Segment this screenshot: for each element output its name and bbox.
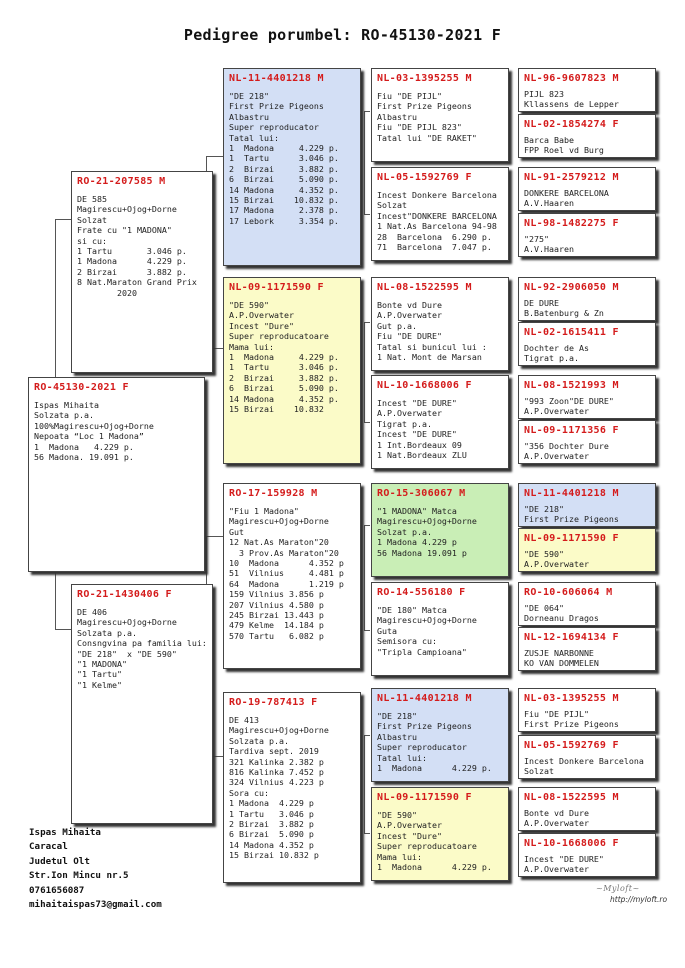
gg-grandparent-card-5 <box>518 277 656 321</box>
gg-grandparent-ring: NL-08-1522595 M <box>524 792 619 803</box>
detail-line: 14 Madona 4.352 p <box>229 839 314 850</box>
detail-line: Bonte vd Dure <box>524 808 589 818</box>
detail-line: 17 Lebork 3.354 p. <box>229 215 339 226</box>
gg-grandparent-ring: NL-02-1615411 F <box>524 327 619 338</box>
great-grandparent-details <box>377 300 503 362</box>
gg-grandparent-card-7 <box>518 375 656 419</box>
gg-grandparent-card-9 <box>518 483 656 527</box>
detail-line: 324 Vilnius 4.223 p <box>229 777 324 788</box>
detail-line: 12 Nat.As Maraton"20 <box>229 537 329 548</box>
detail-line: 17 Madona 2.378 p. <box>229 205 339 216</box>
detail-line: Ispas Mihaita <box>34 400 99 410</box>
great-grandparent-ring: RO-14-556180 F <box>377 587 466 598</box>
detail-line: "DE 590" <box>229 300 269 310</box>
detail-line: First Prize Pigeons <box>524 719 619 730</box>
grandparent-details <box>229 506 355 641</box>
detail-line: Mama lui: <box>377 851 422 862</box>
great-grandparent-card-5 <box>371 483 509 577</box>
great-grandparent-ring: NL-10-1668006 F <box>377 380 472 391</box>
owner-name: Ispas Mihaita <box>29 827 101 838</box>
gg-grandparent-ring: NL-05-1592769 F <box>524 740 619 751</box>
detail-line: Consngvina pa familia lui: <box>77 638 207 649</box>
detail-line: Tigrat p.a. <box>524 353 579 364</box>
grandparent-ring: NL-11-4401218 M <box>229 73 324 84</box>
detail-line: "DE 218" <box>377 711 417 721</box>
dam-ring: RO-21-1430406 F <box>77 589 172 600</box>
dam-card <box>71 584 213 824</box>
detail-line: 51 Vilnius 4.481 p <box>229 568 344 579</box>
sire-details <box>77 194 207 298</box>
detail-line: 1 Int.Bordeaux 09 <box>377 439 462 450</box>
grandparent-card-4 <box>223 692 361 883</box>
detail-line: A.V.Haaren <box>524 198 574 209</box>
owner-phone: 0761656087 <box>29 884 85 896</box>
detail-line: 1 Nat. Mont de Marsan <box>377 352 482 363</box>
detail-line: 1 Madona 4.229 p <box>377 537 457 548</box>
gg-grandparent-details <box>524 188 650 208</box>
detail-line: 1 Madona 4.229 p. <box>229 352 339 363</box>
detail-line: 6 Birzai 5.090 p. <box>229 383 339 394</box>
detail-line: 1 Tartu 3.046 p. <box>229 362 339 373</box>
detail-line: 56 Madona 19.091 p <box>377 547 467 558</box>
gg-grandparent-ring: NL-98-1482275 F <box>524 218 619 229</box>
sire-card <box>71 171 213 373</box>
detail-line: Mama lui: <box>229 341 274 352</box>
subject-details <box>34 400 199 462</box>
great-grandparent-ring: NL-11-4401218 M <box>377 693 472 704</box>
gg-grandparent-card-15 <box>518 787 656 831</box>
dam-details <box>77 607 207 690</box>
detail-line: Fiu "DE PIJL 823" <box>377 122 462 133</box>
detail-line: Bonte vd Dure <box>377 300 442 310</box>
detail-line: 2020 <box>77 287 137 298</box>
detail-line: Kllassens de Lepper <box>524 99 619 110</box>
great-grandparent-card-3 <box>371 277 509 371</box>
detail-line: Incest Donkere Barcelona <box>377 190 497 200</box>
detail-line: Solzat p.a. <box>377 526 432 537</box>
detail-line: B.Batenburg & Zn <box>524 308 604 319</box>
detail-line: Incest"DONKERE BARCELONA <box>377 210 497 221</box>
logo-url: http://myloft.ro <box>610 895 668 904</box>
great-grandparent-card-6 <box>371 582 509 676</box>
gg-grandparent-card-6 <box>518 322 656 366</box>
detail-line: A.P.Overwater <box>377 310 442 321</box>
detail-line: 207 Vilnius 4.580 p <box>229 599 324 610</box>
detail-line: 1 Madona 4.229 p. <box>229 143 339 154</box>
detail-line: 1 Tartu 3.046 p. <box>77 246 187 257</box>
detail-line: A.P.Overwater <box>524 818 589 829</box>
grandparent-ring: RO-17-159928 M <box>229 488 318 499</box>
detail-line: "993 Zoon"DE DURE" <box>524 396 614 406</box>
detail-line: "DE 218" x "DE 590" <box>77 648 177 659</box>
owner-email: mihaitaispas73@gmail.com <box>29 899 162 911</box>
detail-line: 1 Madona 4.229 p. <box>34 441 134 452</box>
detail-line: Incest "Dure" <box>377 830 442 841</box>
detail-line: "1 Kelme" <box>77 679 122 690</box>
detail-line: 64 Madona 1.219 p <box>229 578 344 589</box>
detail-line: Solzata p.a. <box>229 735 289 746</box>
detail-line: "DE 064" <box>524 603 564 613</box>
gg-grandparent-ring: RO-10-606064 M <box>524 587 613 598</box>
gg-grandparent-details <box>524 603 650 623</box>
gg-grandparent-details <box>524 549 650 569</box>
detail-line: 1 Madona 4.229 p. <box>77 256 187 267</box>
detail-line: ZUSJE NARBONNE <box>524 648 594 658</box>
owner-street: Str.Ion Mincu nr.5 <box>29 870 129 882</box>
detail-line: Incest Donkere Barcelona <box>524 756 644 766</box>
detail-line: "356 Dochter Dure <box>524 441 609 451</box>
detail-line: A.V.Haaren <box>524 244 574 255</box>
grandparent-details <box>229 715 355 861</box>
detail-line: DONKERE BARCELONA <box>524 188 609 198</box>
great-grandparent-card-2 <box>371 167 509 261</box>
page-title: Pedigree porumbel: RO-45130-2021 F <box>183 26 502 44</box>
gg-grandparent-ring: NL-08-1521993 M <box>524 380 619 391</box>
detail-line: "1 MADONA" Matca <box>377 506 457 516</box>
gg-grandparent-details <box>524 756 650 776</box>
gg-grandparent-ring: NL-03-1395255 M <box>524 693 619 704</box>
detail-line: 245 Birzai 13.443 p <box>229 610 324 621</box>
gg-grandparent-details <box>524 396 650 416</box>
detail-line: 1 Nat.As Barcelona 94-98 <box>377 221 497 232</box>
great-grandparent-details <box>377 605 503 657</box>
gg-grandparent-ring: NL-09-1171356 F <box>524 425 619 436</box>
gg-grandparent-card-13 <box>518 688 656 732</box>
great-grandparent-details <box>377 91 503 143</box>
detail-line: Super reproducator <box>229 122 319 133</box>
sire-ring: RO-21-207585 M <box>77 176 166 187</box>
gg-grandparent-card-14 <box>518 735 656 779</box>
detail-line: 8 Nat.Maraton Grand Prix <box>77 277 197 288</box>
subject-ring: RO-45130-2021 F <box>34 382 129 393</box>
great-grandparent-details <box>377 506 503 558</box>
gg-grandparent-details <box>524 234 650 254</box>
detail-line: 14 Madona 4.352 p. <box>229 393 339 404</box>
gg-grandparent-card-12 <box>518 627 656 671</box>
gg-grandparent-details <box>524 298 650 318</box>
detail-line: Incest "DE DURE" <box>524 854 604 864</box>
gg-grandparent-card-2 <box>518 114 656 158</box>
detail-line: Magirescu+Ojog+Dorne <box>377 516 477 527</box>
detail-line: Solzat <box>377 200 407 211</box>
gg-grandparent-ring: NL-11-4401218 M <box>524 488 619 499</box>
gg-grandparent-ring: NL-92-2906050 M <box>524 282 619 293</box>
gg-grandparent-details <box>524 441 650 461</box>
detail-line: Fiu "DE DURE" <box>377 331 442 342</box>
gg-grandparent-details <box>524 709 650 729</box>
detail-line: Sora cu: <box>229 787 269 798</box>
grandparent-ring: NL-09-1171590 F <box>229 282 324 293</box>
detail-line: PIJL 823 <box>524 89 564 99</box>
detail-line: 2 Birzai 3.882 p. <box>229 163 339 174</box>
grandparent-card-1 <box>223 68 361 266</box>
detail-line: Albastru <box>229 111 269 122</box>
detail-line: 1 Tartu 3.046 p <box>229 808 314 819</box>
detail-line: Gut <box>229 526 244 537</box>
detail-line: Gut p.a. <box>377 320 417 331</box>
gg-grandparent-ring: NL-96-9607823 M <box>524 73 619 84</box>
detail-line: "275" <box>524 234 549 244</box>
detail-line: 1 Madona 4.229 p. <box>377 763 492 774</box>
detail-line: "DE 180" Matca <box>377 605 447 615</box>
detail-line: 15 Birzai 10.832 p <box>229 850 319 861</box>
gg-grandparent-card-3 <box>518 167 656 211</box>
detail-line: Incest "DE DURE" <box>377 429 457 440</box>
detail-line: DE 585 <box>77 194 107 204</box>
detail-line: Barca Babe <box>524 135 574 145</box>
detail-line: "Fiu 1 Madona" <box>229 506 299 516</box>
detail-line: A.P.Overwater <box>229 310 294 321</box>
detail-line: Semisora cu: <box>377 636 437 647</box>
detail-line: Magirescu+Ojog+Dorne <box>77 204 177 215</box>
detail-line: First Prize Pigeons <box>524 514 619 525</box>
detail-line: 6 Birzai 5.090 p <box>229 829 314 840</box>
detail-line: 321 Kalinka 2.382 p <box>229 756 324 767</box>
great-grandparent-card-8 <box>371 787 509 881</box>
detail-line: 1 Madona 4.229 p <box>229 798 314 809</box>
grandparent-details <box>229 91 355 226</box>
gg-grandparent-ring: NL-02-1854274 F <box>524 119 619 130</box>
detail-line: A.P.Overwater <box>377 408 442 419</box>
detail-line: Tardiva sept. 2019 <box>229 746 319 757</box>
detail-line: 2 Birzai 3.882 p. <box>229 372 339 383</box>
great-grandparent-card-4 <box>371 375 509 469</box>
great-grandparent-card-1 <box>371 68 509 162</box>
detail-line: Solzat <box>77 214 107 225</box>
detail-line: Dochter de As <box>524 343 589 353</box>
gg-grandparent-card-1 <box>518 68 656 112</box>
detail-line: "DE 218" <box>229 91 269 101</box>
detail-line: Tatal lui "DE RAKET" <box>377 132 477 143</box>
detail-line: 100%Magirescu+Ojog+Dorne <box>34 420 154 431</box>
signature-mark: ~Myloft~ <box>596 884 640 893</box>
detail-line: "Tripla Campioana" <box>377 646 467 657</box>
detail-line: 2 Birzai 3.882 p. <box>77 266 187 277</box>
detail-line: 1 Tartu 3.046 p. <box>229 153 339 164</box>
gg-grandparent-details <box>524 808 650 828</box>
detail-line: DE DURE <box>524 298 559 308</box>
great-grandparent-card-7 <box>371 688 509 782</box>
detail-line: 1 Nat.Bordeaux ZLU <box>377 450 467 461</box>
detail-line: Magirescu+Ojog+Dorne <box>229 516 329 527</box>
gg-grandparent-card-4 <box>518 213 656 257</box>
detail-line: KO VAN DOMMELEN <box>524 658 599 669</box>
detail-line: 570 Tartu 6.082 p <box>229 630 324 641</box>
detail-line: Fiu "DE PIJL" <box>377 91 442 101</box>
detail-line: 159 Vilnius 3.856 p <box>229 589 324 600</box>
grandparent-card-2 <box>223 277 361 464</box>
gg-grandparent-card-8 <box>518 420 656 464</box>
great-grandparent-details <box>377 190 503 252</box>
owner-info <box>29 826 162 912</box>
detail-line: A.P.Overwater <box>524 406 589 417</box>
detail-line: A.P.Overwater <box>524 451 589 462</box>
detail-line: Tigrat p.a. <box>377 418 432 429</box>
detail-line: Solzata p.a. <box>77 627 137 638</box>
great-grandparent-details <box>377 810 503 872</box>
detail-line: Incest "Dure" <box>229 320 294 331</box>
detail-line: "1 MADONA" <box>77 659 127 670</box>
gg-grandparent-details <box>524 648 650 668</box>
detail-line: Tatal lui: <box>377 752 427 763</box>
detail-line: "1 Tartu" <box>77 669 122 680</box>
detail-line: 56 Madona. 19.091 p. <box>34 452 134 463</box>
detail-line: A.P.Overwater <box>524 864 589 875</box>
detail-line: Super reproducatoare <box>229 331 329 342</box>
detail-line: Magirescu+Ojog+Dorne <box>377 615 477 626</box>
detail-line: Dorneanu Dragos <box>524 613 599 624</box>
gg-grandparent-details <box>524 135 650 155</box>
great-grandparent-ring: NL-05-1592769 F <box>377 172 472 183</box>
grandparent-ring: RO-19-787413 F <box>229 697 318 708</box>
detail-line: 15 Birzai 10.832 <box>229 404 324 415</box>
gg-grandparent-details <box>524 343 650 363</box>
great-grandparent-details <box>377 398 503 460</box>
detail-line: 1 Madona 4.229 p. <box>377 862 492 873</box>
owner-county: Judetul Olt <box>29 855 90 867</box>
gg-grandparent-card-10 <box>518 528 656 572</box>
detail-line: Frate cu "1 MADONA" <box>77 225 172 236</box>
detail-line: "DE 590" <box>377 810 417 820</box>
detail-line: Magirescu+Ojog+Dorne <box>229 725 329 736</box>
owner-city: Caracal <box>29 841 68 853</box>
detail-line: A.P.Overwater <box>524 559 589 570</box>
detail-line: 6 Birzai 5.090 p. <box>229 174 339 185</box>
great-grandparent-ring: NL-09-1171590 F <box>377 792 472 803</box>
detail-line: Tatal si bunicul lui : <box>377 341 487 352</box>
detail-line: 10 Madona 4.352 p <box>229 558 344 569</box>
detail-line: si cu: <box>77 235 107 246</box>
gg-grandparent-details <box>524 854 650 874</box>
grandparent-card-3 <box>223 483 361 669</box>
grandparent-details <box>229 300 355 414</box>
detail-line: FPP Roel vd Burg <box>524 145 604 156</box>
gg-grandparent-ring: NL-91-2579212 M <box>524 172 619 183</box>
detail-line: First Prize Pigeons <box>229 101 324 112</box>
detail-line: First Prize Pigeons <box>377 721 472 732</box>
gg-grandparent-card-16 <box>518 833 656 877</box>
detail-line: Albastru <box>377 111 417 122</box>
detail-line: "DE 218" <box>524 504 564 514</box>
subject-card <box>28 377 205 572</box>
detail-line: Super reproducatoare <box>377 841 477 852</box>
detail-line: 71 Barcelona 7.047 p. <box>377 242 492 253</box>
detail-line: Magirescu+Ojog+Dorne <box>77 617 177 628</box>
detail-line: 2 Birzai 3.882 p <box>229 819 314 830</box>
gg-grandparent-card-11 <box>518 582 656 626</box>
detail-line: First Prize Pigeons <box>377 101 472 112</box>
detail-line: "DE 590" <box>524 549 564 559</box>
detail-line: Solzata p.a. <box>34 410 94 421</box>
gg-grandparent-details <box>524 504 650 524</box>
detail-line: Solzat <box>524 766 554 777</box>
myloft-logo <box>596 884 668 910</box>
detail-line: 14 Madona 4.352 p. <box>229 184 339 195</box>
detail-line: Nepoata “Loc 1 Madona” <box>34 431 144 442</box>
detail-line: A.P.Overwater <box>377 820 442 831</box>
gg-grandparent-ring: NL-12-1694134 F <box>524 632 619 643</box>
detail-line: Guta <box>377 625 397 636</box>
detail-line: 816 Kalinka 7.452 p <box>229 767 324 778</box>
detail-line: Albastru <box>377 731 417 742</box>
gg-grandparent-details <box>524 89 650 109</box>
great-grandparent-ring: NL-08-1522595 M <box>377 282 472 293</box>
detail-line: DE 406 <box>77 607 107 617</box>
gg-grandparent-ring: NL-10-1668006 F <box>524 838 619 849</box>
great-grandparent-ring: RO-15-306067 M <box>377 488 466 499</box>
detail-line: DE 413 <box>229 715 259 725</box>
detail-line: 28 Barcelona 6.290 p. <box>377 231 492 242</box>
great-grandparent-ring: NL-03-1395255 M <box>377 73 472 84</box>
great-grandparent-details <box>377 711 503 773</box>
detail-line: Fiu "DE PIJL" <box>524 709 589 719</box>
detail-line: 479 Kelme 14.184 p <box>229 620 324 631</box>
detail-line: 15 Birzai 10.832 p. <box>229 195 339 206</box>
detail-line: Tatal lui: <box>229 132 279 143</box>
gg-grandparent-ring: NL-09-1171590 F <box>524 533 619 544</box>
detail-line: Incest "DE DURE" <box>377 398 457 408</box>
detail-line: 3 Prov.As Maraton"20 <box>229 547 339 558</box>
detail-line: Super reproducator <box>377 742 467 753</box>
